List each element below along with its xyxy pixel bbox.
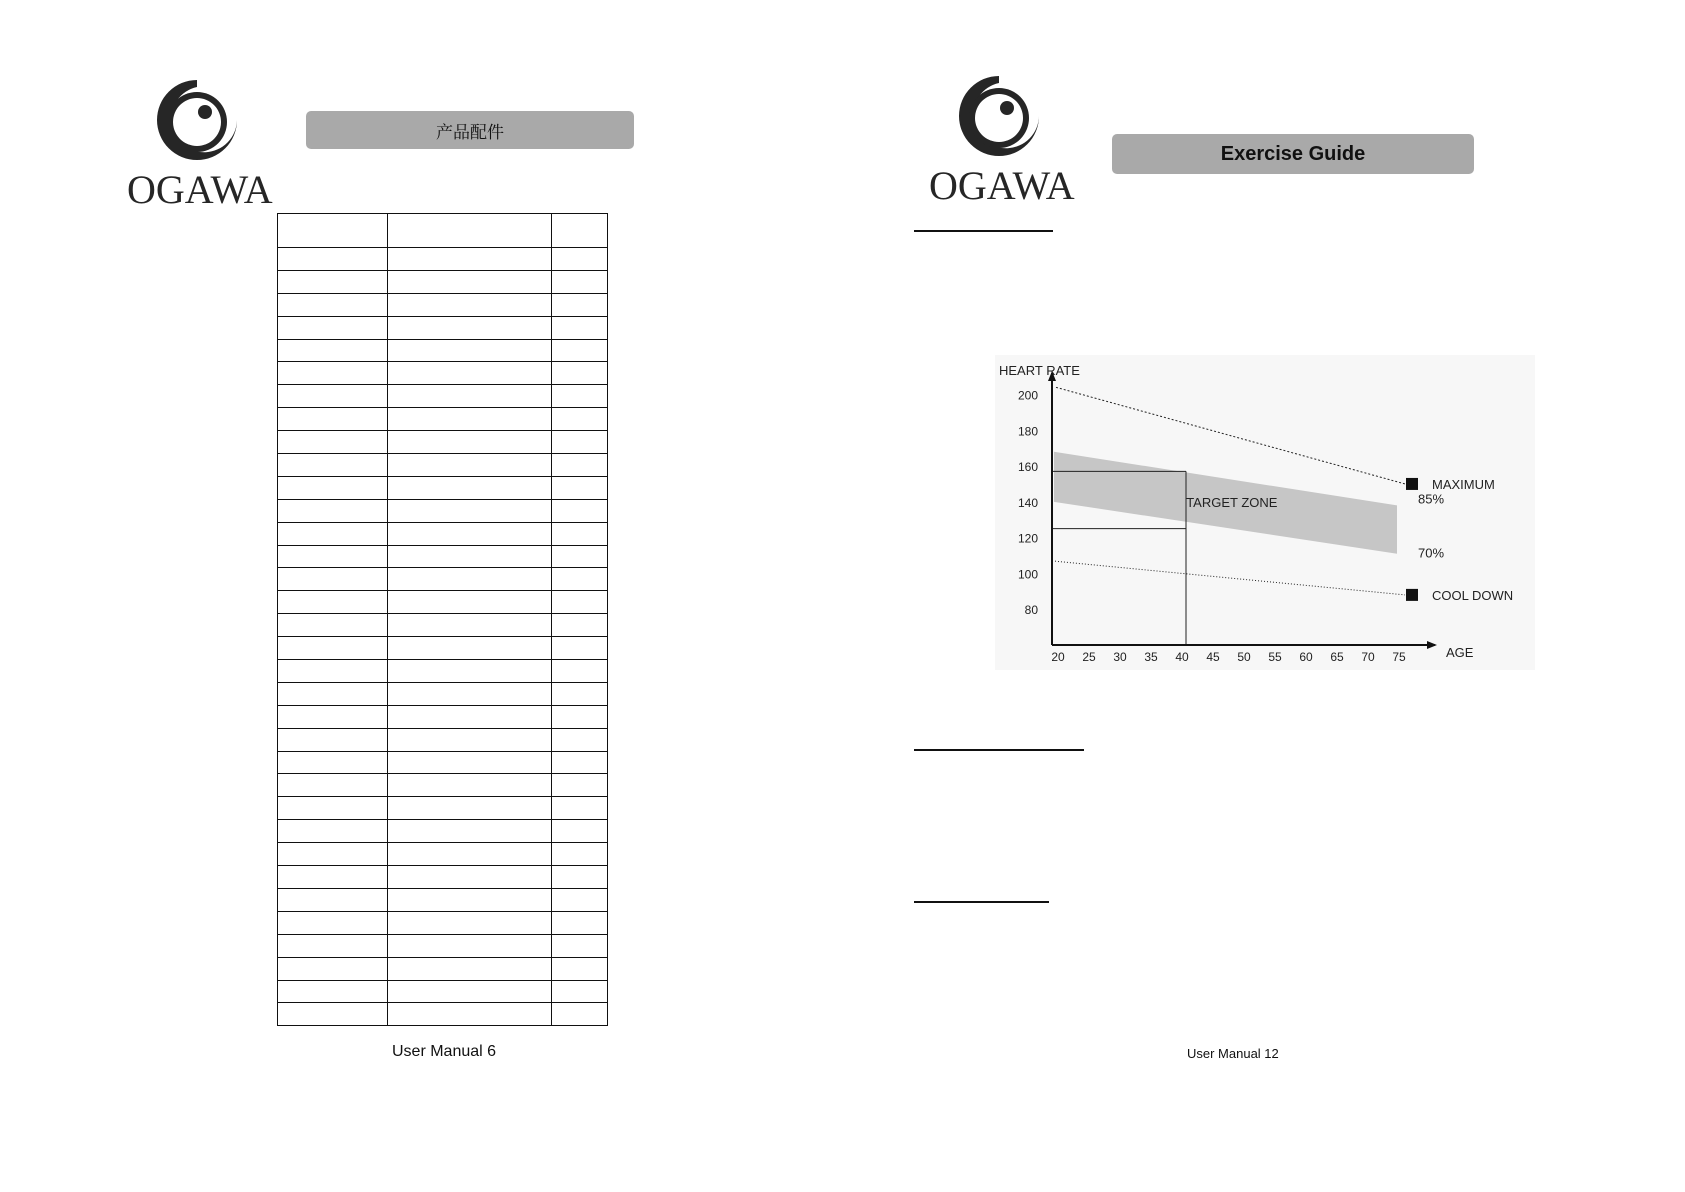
- table-cell: [552, 522, 608, 545]
- table-cell: [388, 705, 552, 728]
- table-cell: [552, 454, 608, 477]
- table-cell: [278, 499, 388, 522]
- table-row: [278, 454, 608, 477]
- table-cell: [388, 866, 552, 889]
- table-row: [278, 499, 608, 522]
- table-cell: [388, 957, 552, 980]
- table-header-row: [278, 214, 608, 248]
- table-cell: [278, 476, 388, 499]
- table-cell: [388, 980, 552, 1003]
- table-cell: [388, 1003, 552, 1026]
- table-row: [278, 1003, 608, 1026]
- x-tick-label: 45: [1206, 650, 1220, 664]
- x-tick-label: 55: [1268, 650, 1282, 664]
- table-cell: [388, 522, 552, 545]
- table-cell: [278, 614, 388, 637]
- maximum-marker: [1406, 478, 1418, 490]
- table-cell: [388, 248, 552, 271]
- table-cell: [278, 362, 388, 385]
- table-cell: [552, 568, 608, 591]
- y-tick-label: 200: [1017, 388, 1038, 403]
- table-row: [278, 797, 608, 820]
- table-cell: [388, 911, 552, 934]
- table-cell: [552, 476, 608, 499]
- x-tick-label: 35: [1144, 650, 1158, 664]
- table-cell: [278, 934, 388, 957]
- section-rule: [914, 901, 1049, 903]
- ogawa-emblem-icon: [929, 76, 1069, 166]
- table-row: [278, 774, 608, 797]
- parts-table-body: [278, 248, 608, 1026]
- x-tick-label: 65: [1330, 650, 1344, 664]
- table-cell: [388, 682, 552, 705]
- table-cell: [278, 408, 388, 431]
- table-cell: [552, 316, 608, 339]
- table-cell: [388, 843, 552, 866]
- table-row: [278, 728, 608, 751]
- table-cell: [552, 843, 608, 866]
- table-header-cell: [278, 214, 388, 248]
- table-cell: [552, 751, 608, 774]
- table-cell: [278, 568, 388, 591]
- table-cell: [388, 362, 552, 385]
- table-cell: [552, 637, 608, 660]
- table-cell: [552, 270, 608, 293]
- table-row: [278, 660, 608, 683]
- table-row: [278, 751, 608, 774]
- table-row: [278, 820, 608, 843]
- table-cell: [278, 774, 388, 797]
- page-title: Exercise Guide: [1220, 142, 1366, 165]
- table-cell: [552, 934, 608, 957]
- table-row: [278, 316, 608, 339]
- table-row: [278, 568, 608, 591]
- table-cell: [278, 980, 388, 1003]
- table-cell: [278, 385, 388, 408]
- pct-70-label: 70%: [1418, 545, 1445, 561]
- cool-down-label: COOL DOWN: [1432, 587, 1514, 603]
- maximum-label: MAXIMUM: [1432, 476, 1495, 492]
- table-row: [278, 293, 608, 316]
- table-row: [278, 270, 608, 293]
- table-cell: [552, 980, 608, 1003]
- table-cell: [552, 545, 608, 568]
- table-cell: [388, 385, 552, 408]
- table-cell: [552, 728, 608, 751]
- table-cell: [388, 591, 552, 614]
- table-cell: [278, 431, 388, 454]
- table-row: [278, 362, 608, 385]
- table-cell: [388, 568, 552, 591]
- page-title-bar: [1112, 134, 1474, 174]
- table-cell: [552, 339, 608, 362]
- table-cell: [388, 934, 552, 957]
- ogawa-emblem-icon: [127, 80, 267, 170]
- table-cell: [552, 774, 608, 797]
- table-cell: [552, 408, 608, 431]
- table-cell: [388, 431, 552, 454]
- brand-wordmark: OGAWA: [127, 167, 273, 212]
- table-cell: [552, 362, 608, 385]
- x-tick-label: 70: [1361, 650, 1375, 664]
- table-row: [278, 385, 608, 408]
- section-rule: [914, 749, 1084, 751]
- table-cell: [552, 866, 608, 889]
- table-row: [278, 591, 608, 614]
- table-row: [278, 614, 608, 637]
- table-cell: [388, 270, 552, 293]
- y-tick-label: 80: [1024, 603, 1038, 618]
- table-cell: [552, 957, 608, 980]
- table-cell: [278, 888, 388, 911]
- table-cell: [552, 1003, 608, 1026]
- table-cell: [278, 591, 388, 614]
- table-row: [278, 522, 608, 545]
- page-title-bar: [306, 111, 634, 149]
- y-tick-label: 140: [1017, 495, 1038, 510]
- table-cell: [388, 637, 552, 660]
- table-cell: [278, 820, 388, 843]
- table-cell: [278, 866, 388, 889]
- table-cell: [552, 797, 608, 820]
- table-row: [278, 637, 608, 660]
- table-header-cell: [388, 214, 552, 248]
- table-cell: [278, 522, 388, 545]
- table-cell: [278, 454, 388, 477]
- table-cell: [278, 660, 388, 683]
- table-row: [278, 476, 608, 499]
- x-tick-label: 75: [1392, 650, 1406, 664]
- table-row: [278, 888, 608, 911]
- table-cell: [278, 911, 388, 934]
- x-tick-label: 50: [1237, 650, 1251, 664]
- table-row: [278, 705, 608, 728]
- table-row: [278, 934, 608, 957]
- table-cell: [552, 682, 608, 705]
- table-row: [278, 980, 608, 1003]
- table-cell: [388, 454, 552, 477]
- table-cell: [278, 705, 388, 728]
- x-tick-label: 30: [1113, 650, 1127, 664]
- table-cell: [278, 957, 388, 980]
- cool-down-marker: [1406, 589, 1418, 601]
- table-cell: [278, 1003, 388, 1026]
- table-row: [278, 957, 608, 980]
- table-cell: [278, 545, 388, 568]
- table-cell: [278, 339, 388, 362]
- table-cell: [388, 888, 552, 911]
- table-row: [278, 545, 608, 568]
- heart-rate-chart: [995, 355, 1535, 670]
- table-cell: [552, 591, 608, 614]
- table-cell: [388, 751, 552, 774]
- page-title: 产品配件: [436, 122, 504, 143]
- table-row: [278, 248, 608, 271]
- table-cell: [552, 888, 608, 911]
- table-cell: [278, 682, 388, 705]
- table-cell: [388, 774, 552, 797]
- page-footer: User Manual 6: [392, 1043, 497, 1060]
- table-cell: [552, 705, 608, 728]
- table-cell: [278, 293, 388, 316]
- brand-wordmark: OGAWA: [929, 163, 1075, 208]
- table-cell: [552, 293, 608, 316]
- table-cell: [388, 293, 552, 316]
- table-cell: [388, 614, 552, 637]
- ogawa-logo-right: [929, 76, 1075, 216]
- y-tick-label: 120: [1017, 531, 1038, 546]
- table-cell: [552, 499, 608, 522]
- table-cell: [388, 660, 552, 683]
- table-row: [278, 843, 608, 866]
- table-cell: [388, 820, 552, 843]
- table-row: [278, 911, 608, 934]
- table-cell: [388, 339, 552, 362]
- y-tick-label: 160: [1017, 460, 1038, 475]
- table-row: [278, 431, 608, 454]
- table-cell: [278, 843, 388, 866]
- table-cell: [278, 270, 388, 293]
- pct-85-label: 85%: [1418, 491, 1445, 507]
- table-cell: [278, 637, 388, 660]
- target-zone-label: TARGET ZONE: [1186, 495, 1278, 511]
- table-cell: [278, 797, 388, 820]
- table-cell: [388, 797, 552, 820]
- table-row: [278, 682, 608, 705]
- table-cell: [278, 751, 388, 774]
- table-cell: [278, 316, 388, 339]
- table-cell: [552, 660, 608, 683]
- x-tick-label: 40: [1175, 650, 1189, 664]
- x-tick-label: 25: [1082, 650, 1096, 664]
- table-cell: [388, 408, 552, 431]
- heart-rate-chart-svg: [995, 355, 1535, 670]
- table-row: [278, 866, 608, 889]
- y-tick-label: 180: [1017, 424, 1038, 439]
- x-axis-label: AGE: [1446, 645, 1474, 660]
- y-axis-label: HEART RATE: [999, 363, 1080, 378]
- table-cell: [388, 728, 552, 751]
- x-tick-label: 20: [1051, 650, 1065, 664]
- table-cell: [552, 385, 608, 408]
- x-tick-label: 60: [1299, 650, 1313, 664]
- table-cell: [388, 316, 552, 339]
- y-tick-label: 100: [1017, 567, 1038, 582]
- table-row: [278, 339, 608, 362]
- table-cell: [552, 248, 608, 271]
- table-cell: [278, 248, 388, 271]
- ogawa-logo-left: [127, 80, 273, 220]
- parts-table: [277, 213, 608, 1026]
- section-rule: [914, 230, 1053, 232]
- table-cell: [388, 545, 552, 568]
- table-cell: [552, 431, 608, 454]
- table-cell: [278, 728, 388, 751]
- page-footer: User Manual 12: [1187, 1046, 1279, 1061]
- table-cell: [388, 499, 552, 522]
- table-cell: [388, 476, 552, 499]
- table-cell: [552, 911, 608, 934]
- table-cell: [552, 820, 608, 843]
- table-cell: [552, 614, 608, 637]
- table-row: [278, 408, 608, 431]
- table-header-cell: [552, 214, 608, 248]
